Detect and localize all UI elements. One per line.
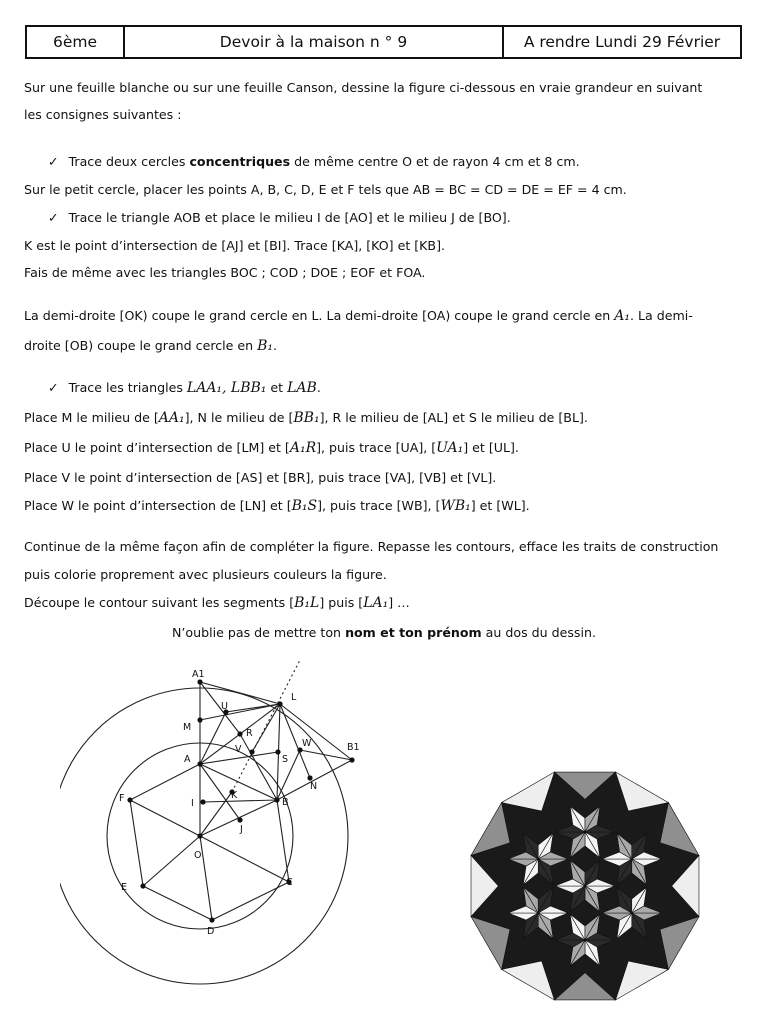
svg-text:E: E	[121, 882, 128, 893]
svg-text:B1: B1	[347, 742, 360, 753]
instruction-triangle-aob: ✓ Trace le triangle AOB et place le milieu I de [AO] et le milieu J de [BO].	[48, 210, 511, 225]
construction-lines	[130, 682, 352, 920]
check-icon: ✓	[48, 380, 59, 395]
svg-text:B: B	[282, 797, 289, 808]
svg-text:R: R	[246, 728, 253, 739]
instruction-half-lines-2: droite [OB) coupe le grand cercle en B₁.	[24, 338, 278, 354]
instruction-point-v: Place V le point d’intersection de [AS] et [BR], puis trace [VA], [VB] et [VL].	[24, 470, 497, 485]
instruction-cut: Découpe le contour suivant les segments [B₁L] puis [LA₁] …	[24, 595, 410, 611]
svg-text:A1: A1	[192, 669, 205, 680]
instruction-name-reminder: N’oublie pas de mettre ton nom et ton prénom au dos du dessin.	[172, 625, 596, 640]
instruction-points: Sur le petit cercle, placer les points A, B, C, D, E et F tels que AB = BC = CD = DE = EF = 4 cm.	[24, 182, 627, 197]
due-date-cell: A rendre Lundi 29 Février	[523, 33, 721, 51]
instruction-point-w: Place W le point d’intersection de [LN] et [B₁S], puis trace [WB], [WB₁] et [WL].	[24, 498, 530, 514]
svg-text:O: O	[194, 850, 202, 861]
svg-text:F: F	[119, 793, 125, 804]
finished-rosette-picture	[465, 766, 705, 1006]
hexagon	[130, 764, 289, 920]
instruction-triangles: ✓ Trace les triangles LAA₁, LBB₁ et LAB.	[48, 380, 321, 396]
svg-text:L: L	[291, 692, 297, 703]
instruction-concentric: ✓ Trace deux cercles concentriques de même centre O et de rayon 4 cm et 8 cm.	[48, 154, 580, 169]
svg-text:M: M	[183, 722, 192, 733]
svg-text:U: U	[221, 701, 228, 712]
header-table	[25, 25, 742, 59]
check-icon: ✓	[48, 154, 59, 169]
svg-text:V: V	[235, 744, 242, 755]
instruction-point-k: K est le point d’intersection de [AJ] et [BI]. Trace [KA], [KO] et [KB].	[24, 238, 445, 253]
svg-text:S: S	[282, 754, 289, 765]
svg-text:I: I	[191, 798, 194, 809]
large-circle	[60, 688, 348, 984]
check-icon: ✓	[48, 210, 59, 225]
instruction-midpoints: Place M le milieu de [AA₁], N le milieu de [BB₁], R le milieu de [AL] et S le milieu de [BL].	[24, 410, 588, 426]
svg-text:D: D	[207, 926, 215, 937]
svg-text:A: A	[184, 754, 191, 765]
instruction-point-u: Place U le point d’intersection de [LM] et [A₁R], puis trace [UA], [UA₁] et [UL].	[24, 440, 519, 456]
instruction-continue-1: Continue de la même façon afin de compléter la figure. Repasse les contours, efface les traits de construction	[24, 539, 719, 554]
instruction-half-lines-1: La demi-droite [OK) coupe le grand cercle en L. La demi-droite [OA) coupe le grand cercle en A₁. La demi-	[24, 308, 693, 324]
instruction-repeat: Fais de même avec les triangles BOC ; COD ; DOE ; EOF et FOA.	[24, 265, 426, 280]
title-cell: Devoir à la maison n ° 9	[125, 27, 504, 57]
svg-text:J: J	[240, 824, 243, 835]
svg-text:K: K	[231, 790, 238, 801]
instruction-continue-2: puis colorie proprement avec plusieurs couleurs la figure.	[24, 567, 387, 582]
construction-figure	[60, 652, 390, 1002]
svg-text:W: W	[302, 738, 312, 749]
grade-cell: 6ème	[27, 27, 125, 57]
intro-line-2: les consignes suivantes :	[24, 107, 182, 122]
svg-text:N: N	[310, 781, 318, 792]
intro-line-1: Sur une feuille blanche ou sur une feuille Canson, dessine la figure ci-dessous en vraie grandeur en suivant	[24, 80, 703, 95]
figure-point-labels	[119, 669, 360, 937]
svg-text:C: C	[286, 877, 293, 888]
